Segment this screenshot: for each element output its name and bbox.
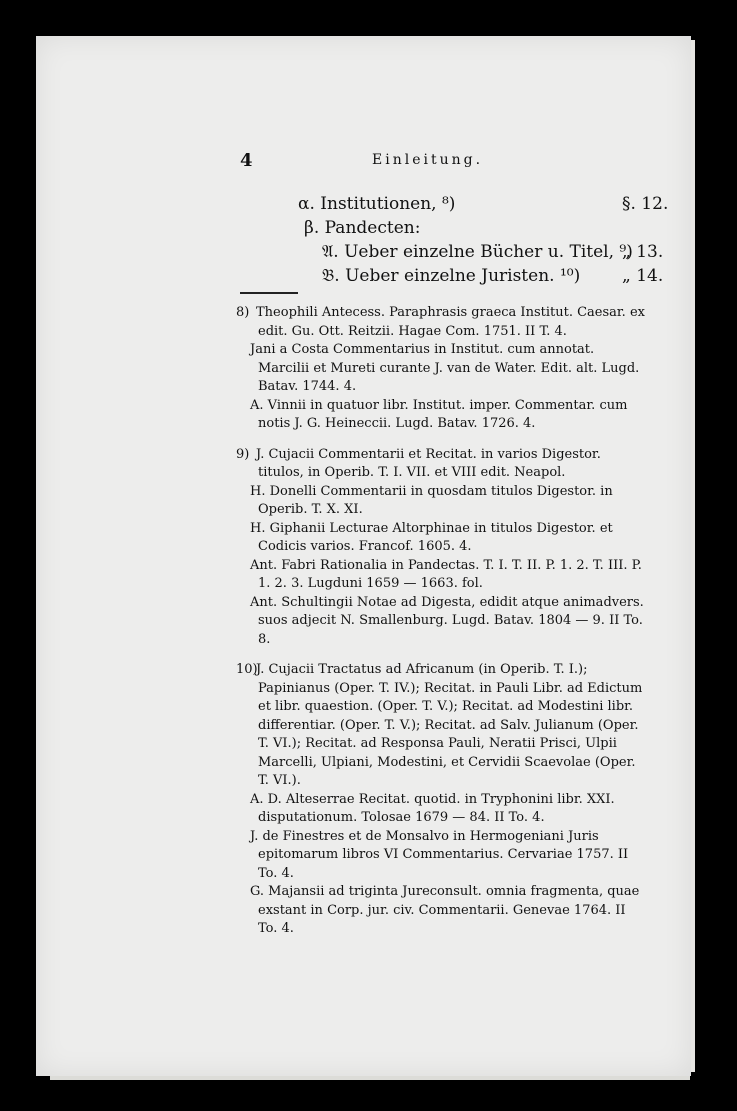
note-text: Ant. Schultingii Notae ad Digesta, edidit atque animadvers. suos adjecit N. Smallenburg. Lugd. Batav. 1804 — 9. II To. 8.	[250, 594, 644, 647]
toc-row	[0, 218, 737, 244]
note-entry	[236, 520, 646, 557]
note-text: H. Giphanii Lecturae Altorphinae in titulos Digestor. et Codicis varios. Francof. 1605. 4.	[250, 520, 613, 554]
toc-label: β. Pandecten:	[304, 218, 421, 238]
footnote-9	[236, 446, 646, 650]
note-text: J. de Finestres et de Monsalvo in Hermogeniani Juris epitomarum libros VI Commentarius. Cervariae 1757. II To. 4.	[250, 828, 629, 881]
note-text: A. D. Alteserrae Recitat. quotid. in Tryphonini libr. XXI. disputationum. Tolosae 1679 — 84. II To. 4.	[250, 791, 615, 825]
note-text: Theophili Antecess. Paraphrasis graeca Institut. Caesar. ex edit. Gu. Ott. Reitzii. Hagae Com. 1751. II T. 4.	[256, 305, 645, 339]
toc-row	[0, 194, 737, 220]
note-entry	[236, 661, 646, 791]
note-entry	[236, 791, 646, 828]
note-text: H. Donelli Commentarii in quosdam titulos Digestor. in Operib. T. X. XI.	[250, 483, 613, 517]
toc-row	[0, 242, 737, 268]
footnotes	[236, 304, 646, 951]
note-text: A. Vinnii in quatuor libr. Institut. imper. Commentar. cum notis J. G. Heineccii. Lugd. Batav. 1726. 4.	[250, 397, 628, 431]
note-entry	[236, 483, 646, 520]
note-text: G. Majansii ad triginta Jureconsult. omnia fragmenta, quae exstant in Corp. jur. civ. Commentarii. Genevae 1764. II To. 4.	[250, 884, 640, 936]
note-entry	[236, 397, 646, 434]
footnote-rule	[240, 292, 298, 294]
note-entry	[236, 828, 646, 884]
note-text: J. Cujacii Commentarii et Recitat. in varios Digestor. titulos, in Operib. T. I. VII. et VIII edit. Neapol.	[256, 446, 601, 480]
footnote-8	[236, 304, 646, 434]
toc-ref: „ 14.	[622, 266, 664, 286]
note-entry	[236, 446, 646, 483]
note-number: 9)	[236, 446, 250, 462]
toc-label: 𝔄. Ueber einzelne Bücher u. Titel, ⁹)	[322, 242, 633, 262]
note-entry	[236, 594, 646, 650]
toc-ref: „ 13.	[622, 242, 664, 262]
toc-label: α. Institutionen, ⁸)	[298, 194, 456, 214]
footnote-10	[236, 661, 646, 939]
note-entry	[236, 341, 646, 397]
note-text: J. Cujacii Tractatus ad Africanum (in Operib. T. I.); Papinianus (Oper. T. IV.); Recitat. in Pauli Libr. ad Edictum et libr. quaestion. (Oper. T. V.); Recitat. ad Modestini libr. differentiar. (Oper. T. V.); Recitat. ad Salv. Julianum (Oper. T. VI.); Recitat. ad Responsa Pauli, Neratii Prisci, Ulpii Marcelli, Ulpiani, Modestini, et Cervidii Scaevolae (Oper. T. VI.).	[256, 662, 643, 788]
note-number: 8)	[236, 305, 250, 320]
toc-ref: §. 12.	[622, 194, 669, 214]
note-text: Ant. Fabri Rationalia in Pandectas. T. I. T. II. P. 1. 2. T. III. P. 1. 2. 3. Lugduni 1659 — 1663. fol.	[250, 557, 642, 591]
running-head: Einleitung.	[372, 152, 484, 168]
page-header	[232, 150, 652, 180]
note-entry	[236, 304, 646, 341]
note-number: 10)	[236, 662, 258, 677]
toc-row	[0, 266, 737, 292]
note-entry	[236, 557, 646, 594]
note-entry	[236, 883, 646, 939]
toc-label: 𝔅. Ueber einzelne Juristen. ¹⁰)	[322, 266, 581, 286]
note-text: Jani a Costa Commentarius in Institut. cum annotat. Marcilii et Mureti curante J. van de Water. Edit. alt. Lugd. Batav. 1744. 4.	[250, 342, 640, 394]
page-number: 4	[240, 150, 253, 171]
